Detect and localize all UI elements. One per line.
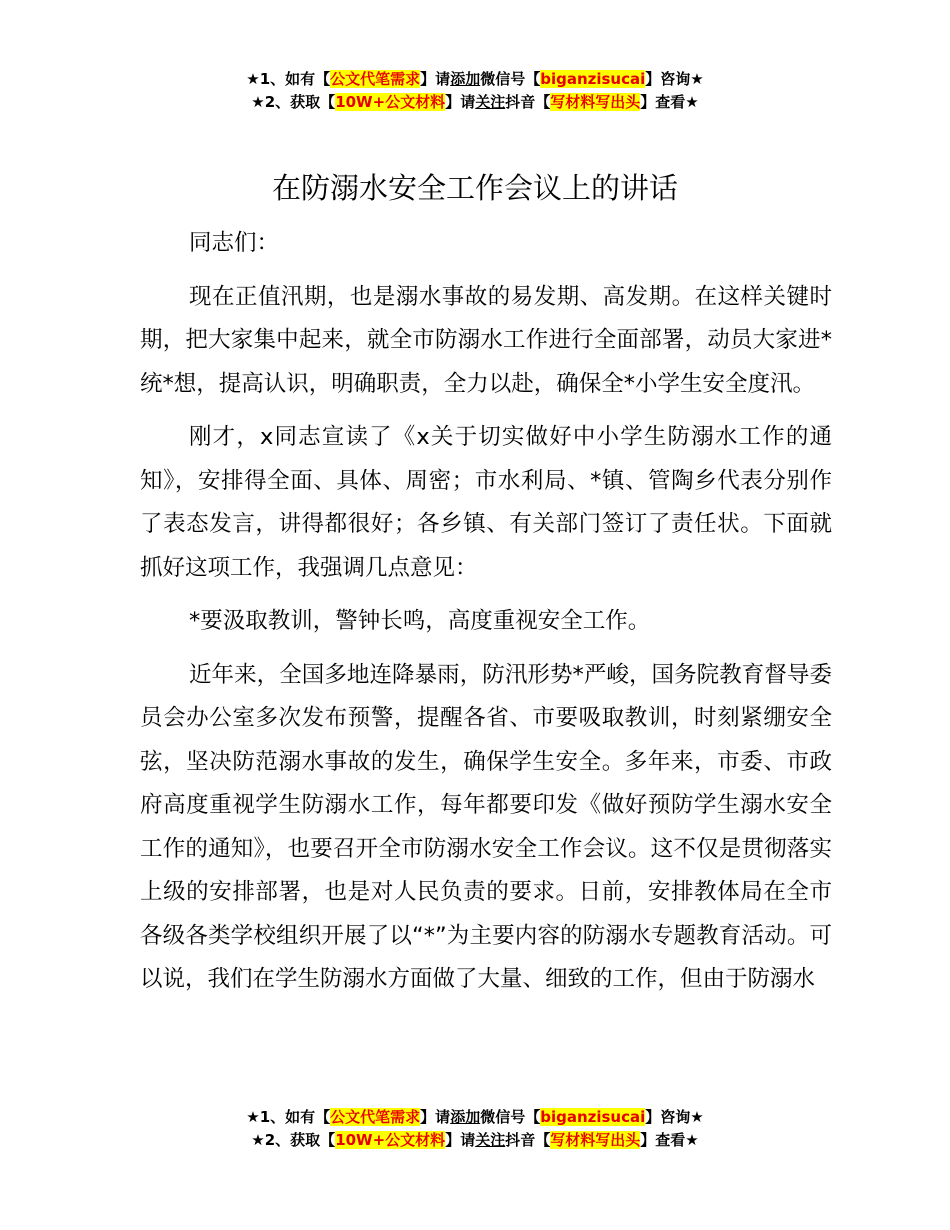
banner-underlined-follow: 关注 xyxy=(475,1131,506,1149)
banner-highlight-ghostwriting: 公文代笔需求 xyxy=(330,1108,421,1126)
banner-highlight-materials: 10W+公文材料 xyxy=(335,93,446,111)
banner-underlined-add: 添加 xyxy=(450,1108,481,1126)
banner-text: 微信号【 xyxy=(480,1108,541,1126)
banner-underlined-follow: 关注 xyxy=(475,93,506,111)
banner-text: ★1、如有【 xyxy=(246,1108,331,1126)
banner-highlight-wechat-id: biganzisucai xyxy=(540,70,646,88)
document-body xyxy=(140,222,832,1012)
body-paragraph: 近年来，全国多地连降暴雨，防汛形势*严峻，国务院教育督导委员会办公室多次发布预警，提醒各省、市要吸取教训，时刻紧绷安全弦，坚决防范溺水事故的发生，确保学生安全。多年来，市委、市政府高度重视学生防溺水工作，每年都要印发《做好预防学生溺水安全工作的通知》，也要召开全市防溺水安全工作会议。这不仅是贯彻落实上级的安排部署，也是对人民负责的要求。日前，安排教体局在全市各级各类学校组织开展了以“*”为主要内容的防溺水专题教育活动。可以说，我们在学生防溺水方面做了大量、细致的工作，但由于防溺水 xyxy=(140,661,832,992)
banner-text: 】请 xyxy=(445,1131,476,1149)
footer-banner xyxy=(0,1106,950,1152)
body-paragraph: 现在正值汛期，也是溺水事故的易发期、高发期。在这样关键时期，把大家集中起来，就全市防溺水工作进行全面部署，动员大家进*统*想，提高认识，明确职责，全力以赴，确保全*小学生安全度汛。 xyxy=(140,283,832,397)
banner-highlight-materials: 10W+公文材料 xyxy=(335,1131,446,1149)
section-heading-paragraph: *要汲取教训，警钟长鸣，高度重视安全工作。 xyxy=(189,608,651,634)
banner-highlight-douyin-account: 写材料写出头 xyxy=(550,93,641,111)
banner-text: ★2、获取【 xyxy=(251,93,336,111)
banner-highlight-wechat-id: biganzisucai xyxy=(540,1108,646,1126)
banner-text: 】请 xyxy=(445,93,476,111)
banner-text: 】查看★ xyxy=(640,93,699,111)
banner-text: 】咨询★ xyxy=(645,70,704,88)
banner-text: 微信号【 xyxy=(480,70,541,88)
banner-text: ★2、获取【 xyxy=(251,1131,336,1149)
banner-text: 】请 xyxy=(420,70,451,88)
banner-text: 抖音【 xyxy=(505,93,551,111)
salutation-paragraph: 同志们： xyxy=(189,230,280,256)
header-banner-line-2 xyxy=(0,91,950,114)
body-paragraph: 刚才，x同志宣读了《x关于切实做好中小学生防溺水工作的通知》，安排得全面、具体、周密；市水利局、*镇、管陶乡代表分别作了表态发言，讲得都很好；各乡镇、有关部门签订了责任状。下面就抓好这项工作，我强调几点意见： xyxy=(140,424,832,581)
banner-text: ★1、如有【 xyxy=(246,70,331,88)
banner-text: 】请 xyxy=(420,1108,451,1126)
banner-highlight-ghostwriting: 公文代笔需求 xyxy=(330,70,421,88)
banner-text: 】咨询★ xyxy=(645,1108,704,1126)
banner-highlight-douyin-account: 写材料写出头 xyxy=(550,1131,641,1149)
banner-underlined-add: 添加 xyxy=(450,70,481,88)
footer-banner-line-1 xyxy=(0,1106,950,1129)
banner-text: 】查看★ xyxy=(640,1131,699,1149)
header-banner xyxy=(0,68,950,114)
footer-banner-line-2 xyxy=(0,1129,950,1152)
document-title: 在防溺水安全工作会议上的讲话 xyxy=(271,171,678,205)
banner-text: 抖音【 xyxy=(505,1131,551,1149)
header-banner-line-1 xyxy=(0,68,950,91)
